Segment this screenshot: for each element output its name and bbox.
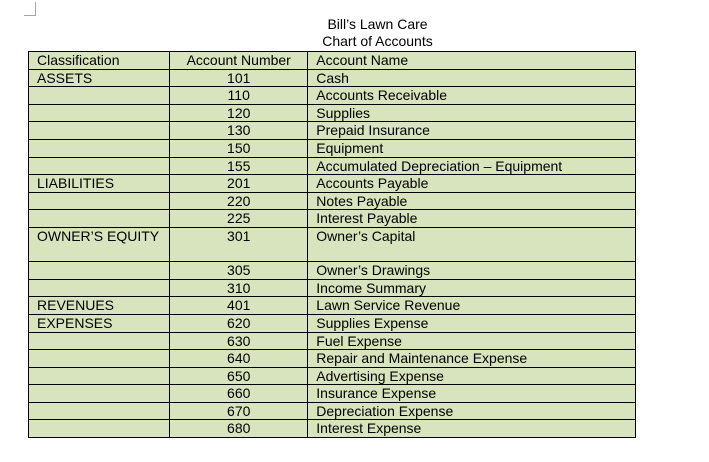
table-row: [29, 350, 636, 368]
table-row: [29, 192, 636, 210]
account-name-cell: Interest Expense: [308, 420, 636, 438]
account-number-cell: 620: [170, 314, 308, 332]
account-name-cell: Depreciation Expense: [308, 402, 636, 420]
account-number-cell: 110: [170, 87, 308, 105]
header-account-name: Account Name: [308, 52, 636, 70]
account-number-cell: 155: [170, 157, 308, 175]
account-name-cell: Owner’s Capital: [308, 227, 636, 261]
classification-cell: [29, 104, 170, 122]
account-name-cell: Accounts Payable: [308, 175, 636, 193]
header-account-number: Account Number: [170, 52, 308, 70]
account-number-cell: 225: [170, 210, 308, 228]
account-name-cell: Fuel Expense: [308, 332, 636, 350]
account-name-cell: Lawn Service Revenue: [308, 297, 636, 315]
table-row: [29, 279, 636, 297]
account-name-cell: Equipment: [308, 139, 636, 157]
table-row: [29, 157, 636, 175]
account-name-cell: Notes Payable: [308, 192, 636, 210]
table-header-row: [29, 52, 636, 70]
account-name-cell: Owner’s Drawings: [308, 262, 636, 280]
account-number-cell: 201: [170, 175, 308, 193]
account-number-cell: 401: [170, 297, 308, 315]
account-number-cell: 101: [170, 69, 308, 87]
account-number-cell: 640: [170, 350, 308, 368]
table-row: [29, 314, 636, 332]
account-name-cell: Advertising Expense: [308, 367, 636, 385]
classification-cell: [29, 385, 170, 403]
table-row: [29, 385, 636, 403]
classification-cell: [29, 402, 170, 420]
table-row: [29, 402, 636, 420]
table-row: [29, 367, 636, 385]
table-row: [29, 297, 636, 315]
header-classification: Classification: [29, 52, 170, 70]
table-row: [29, 210, 636, 228]
table-row: [29, 104, 636, 122]
classification-cell: [29, 87, 170, 105]
account-name-cell: Interest Payable: [308, 210, 636, 228]
classification-cell: [29, 367, 170, 385]
classification-cell: OWNER’S EQUITY: [29, 227, 170, 261]
classification-cell: LIABILITIES: [29, 175, 170, 193]
account-number-cell: 305: [170, 262, 308, 280]
table-row: [29, 420, 636, 438]
classification-cell: [29, 157, 170, 175]
classification-cell: [29, 279, 170, 297]
table-row: [29, 139, 636, 157]
account-number-cell: 220: [170, 192, 308, 210]
account-number-cell: 310: [170, 279, 308, 297]
table-row: [29, 262, 636, 280]
account-number-cell: 670: [170, 402, 308, 420]
table-row: [29, 69, 636, 87]
table-row: [29, 87, 636, 105]
account-number-cell: 301: [170, 227, 308, 261]
classification-cell: [29, 139, 170, 157]
classification-cell: [29, 420, 170, 438]
account-name-cell: Cash: [308, 69, 636, 87]
classification-cell: [29, 350, 170, 368]
classification-cell: [29, 210, 170, 228]
account-number-cell: 680: [170, 420, 308, 438]
page-corner-mark: [24, 2, 36, 16]
account-number-cell: 660: [170, 385, 308, 403]
classification-cell: [29, 332, 170, 350]
classification-cell: [29, 192, 170, 210]
account-name-cell: Income Summary: [308, 279, 636, 297]
account-name-cell: Prepaid Insurance: [308, 122, 636, 140]
table-row: [29, 332, 636, 350]
account-number-cell: 150: [170, 139, 308, 157]
account-name-cell: Repair and Maintenance Expense: [308, 350, 636, 368]
account-name-cell: Supplies: [308, 104, 636, 122]
account-name-cell: Supplies Expense: [308, 314, 636, 332]
classification-cell: [29, 122, 170, 140]
table-row: [29, 175, 636, 193]
account-number-cell: 130: [170, 122, 308, 140]
classification-cell: EXPENSES: [29, 314, 170, 332]
account-number-cell: 120: [170, 104, 308, 122]
account-name-cell: Accounts Receivable: [308, 87, 636, 105]
document-subtitle: Chart of Accounts: [322, 33, 433, 49]
document-title: Bill’s Lawn Care: [327, 16, 428, 32]
table-row: [29, 122, 636, 140]
classification-cell: [29, 262, 170, 280]
account-number-cell: 630: [170, 332, 308, 350]
classification-cell: REVENUES: [29, 297, 170, 315]
table-row: [29, 227, 636, 261]
account-name-cell: Accumulated Depreciation – Equipment: [308, 157, 636, 175]
account-number-cell: 650: [170, 367, 308, 385]
chart-of-accounts-table: [28, 51, 636, 438]
classification-cell: ASSETS: [29, 69, 170, 87]
account-name-cell: Insurance Expense: [308, 385, 636, 403]
